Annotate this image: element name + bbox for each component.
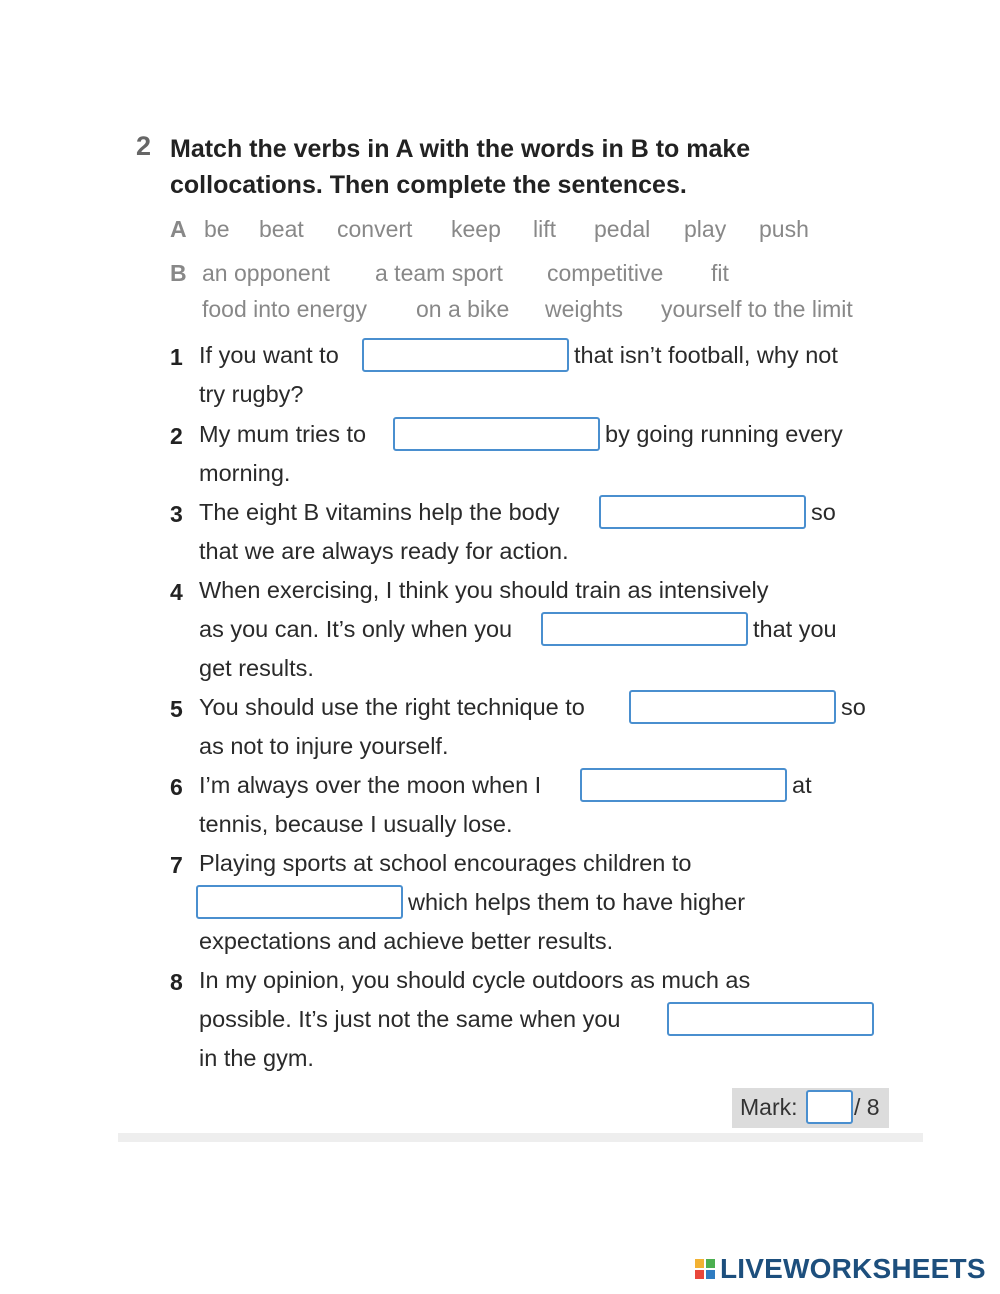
list-b-word: an opponent bbox=[202, 260, 330, 286]
question-text: try rugby? bbox=[199, 381, 304, 407]
mark-label: Mark: bbox=[740, 1094, 798, 1120]
question-text: possible. It’s just not the same when you bbox=[199, 1006, 621, 1032]
list-a-label: A bbox=[170, 216, 187, 242]
question-text: expectations and achieve better results. bbox=[199, 928, 614, 954]
list-a-word: beat bbox=[259, 216, 304, 242]
answer-input-1[interactable] bbox=[362, 338, 569, 372]
list-a-word: pedal bbox=[594, 216, 651, 242]
list-a-word: lift bbox=[533, 216, 556, 242]
answer-input-8[interactable] bbox=[667, 1002, 874, 1036]
list-b-word: a team sport bbox=[375, 260, 503, 286]
question-text: so bbox=[841, 694, 866, 720]
liveworksheets-logo[interactable] bbox=[694, 1253, 986, 1285]
question-text: If you want to bbox=[199, 342, 339, 368]
question-text: The eight B vitamins help the body bbox=[199, 499, 560, 525]
question-number: 3 bbox=[170, 501, 183, 527]
question-number: 8 bbox=[170, 969, 183, 995]
list-b-label: B bbox=[170, 260, 187, 286]
instructions-line-1: Match the verbs in A with the words in B to make bbox=[170, 135, 751, 163]
list-a-word: be bbox=[204, 216, 230, 242]
question-text: morning. bbox=[199, 460, 291, 486]
divider bbox=[118, 1133, 923, 1142]
question-text: in the gym. bbox=[199, 1045, 314, 1071]
answer-input-4[interactable] bbox=[541, 612, 748, 646]
list-b-word: fit bbox=[711, 260, 729, 286]
answer-input-2[interactable] bbox=[393, 417, 600, 451]
mark-input[interactable] bbox=[806, 1090, 853, 1124]
exercise-instructions bbox=[170, 131, 810, 203]
question-text: as you can. It’s only when you bbox=[199, 616, 513, 642]
question-text: In my opinion, you should cycle outdoors as much as bbox=[199, 967, 751, 993]
answer-input-5[interactable] bbox=[629, 690, 836, 724]
list-a-word: convert bbox=[337, 216, 413, 242]
liveworksheets-logo-text: LIVEWORKSHEETS bbox=[720, 1253, 986, 1284]
question-number: 6 bbox=[170, 774, 183, 800]
question-text: at bbox=[792, 772, 812, 798]
question-text: that we are always ready for action. bbox=[199, 538, 569, 564]
answer-input-6[interactable] bbox=[580, 768, 787, 802]
list-b-word: food into energy bbox=[202, 296, 367, 322]
list-a-word: push bbox=[759, 216, 809, 242]
question-text: which helps them to have higher bbox=[408, 889, 746, 915]
question-text: I’m always over the moon when I bbox=[199, 772, 542, 798]
question-text: by going running every bbox=[605, 421, 843, 447]
question-text: that you bbox=[753, 616, 837, 642]
liveworksheets-logo-icon bbox=[694, 1258, 716, 1280]
question-number: 7 bbox=[170, 852, 183, 878]
list-b-word: on a bike bbox=[416, 296, 510, 322]
mark-total: / 8 bbox=[854, 1094, 880, 1120]
list-a-word: keep bbox=[451, 216, 501, 242]
list-a-word: play bbox=[684, 216, 727, 242]
question-text: so bbox=[811, 499, 836, 525]
question-number: 1 bbox=[170, 344, 183, 370]
question-text: When exercising, I think you should train as intensively bbox=[199, 577, 769, 603]
question-number: 4 bbox=[170, 579, 183, 605]
question-text: tennis, because I usually lose. bbox=[199, 811, 513, 837]
question-text: get results. bbox=[199, 655, 314, 681]
list-b-word: yourself to the limit bbox=[661, 296, 853, 322]
question-number: 2 bbox=[170, 423, 183, 449]
list-b-word: weights bbox=[545, 296, 623, 322]
list-b-word: competitive bbox=[547, 260, 664, 286]
answer-input-3[interactable] bbox=[599, 495, 806, 529]
instructions-line-2: collocations. Then complete the sentences. bbox=[170, 171, 687, 199]
exercise-number: 2 bbox=[136, 131, 152, 161]
question-text: You should use the right technique to bbox=[199, 694, 585, 720]
question-text: that isn’t football, why not bbox=[574, 342, 838, 368]
question-number: 5 bbox=[170, 696, 183, 722]
answer-input-7[interactable] bbox=[196, 885, 403, 919]
question-text: My mum tries to bbox=[199, 421, 367, 447]
question-text: Playing sports at school encourages children to bbox=[199, 850, 692, 876]
question-text: as not to injure yourself. bbox=[199, 733, 449, 759]
